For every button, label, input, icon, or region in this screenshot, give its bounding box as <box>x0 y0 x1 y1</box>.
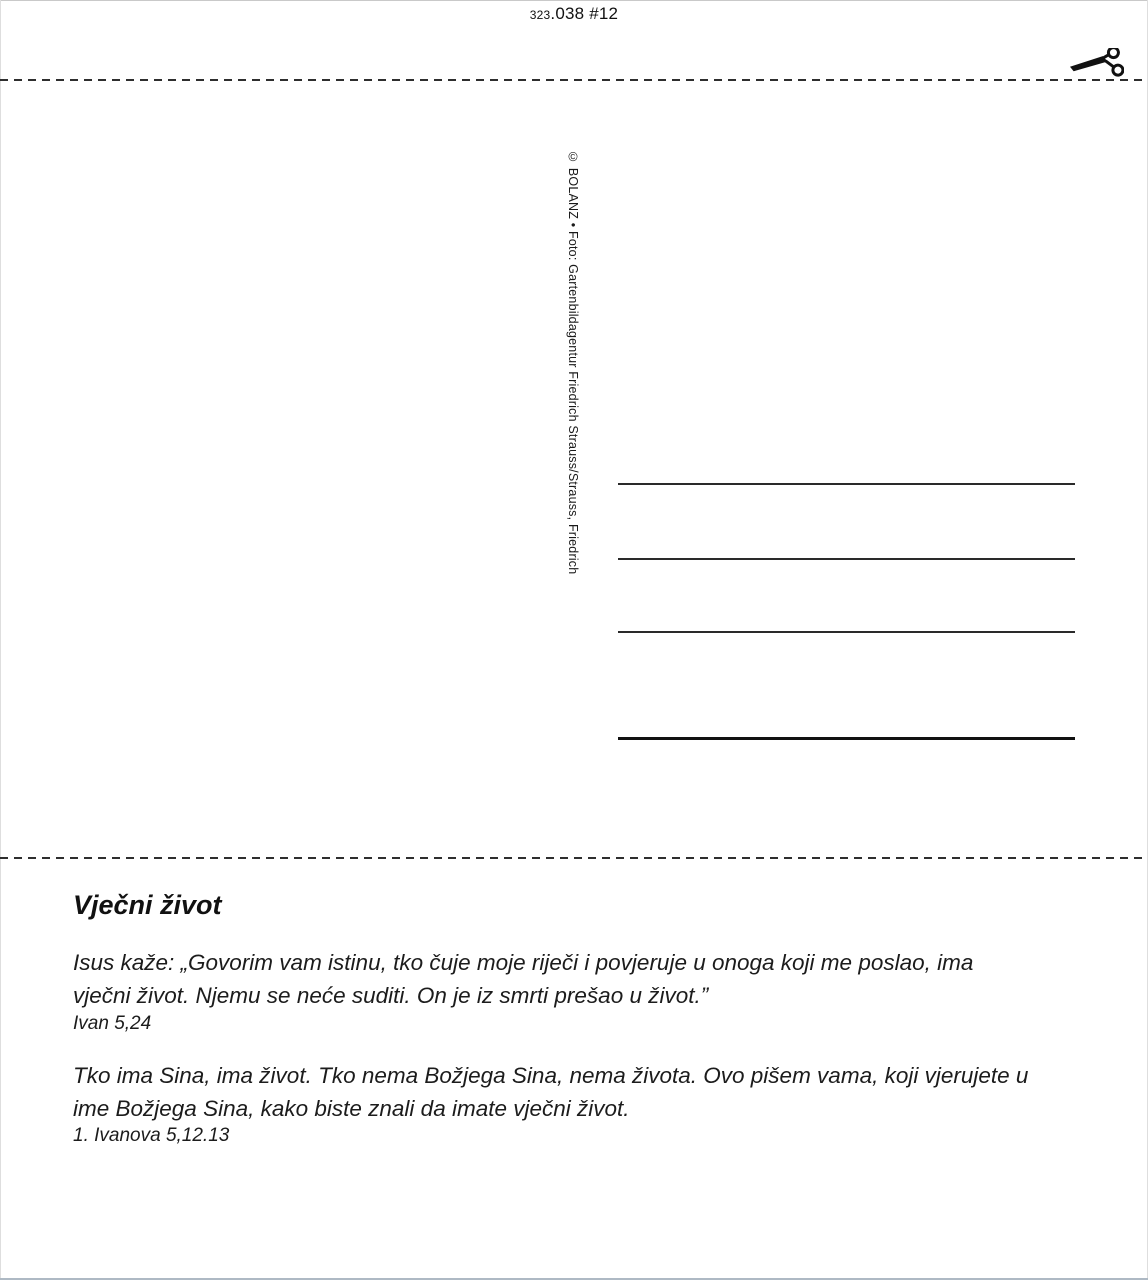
scripture-paragraph-2-line-2: ime Božjega Sina, kako biste znali da imate vječni život. <box>73 1096 630 1121</box>
address-line-4 <box>618 737 1075 740</box>
sheet-left-edge <box>0 0 1 1280</box>
cut-line-top <box>0 79 1148 81</box>
print-code-prefix: 323 <box>529 8 551 22</box>
scissors-icon <box>1070 48 1124 87</box>
address-line-2 <box>618 558 1075 560</box>
photo-credit: © BOLANZ • Foto: Gartenbildagentur Friedrich Strauss/Strauss, Friedrich <box>566 150 580 575</box>
scripture-paragraph-2 <box>73 1059 1028 1125</box>
scripture-reference-2: 1. Ivanova 5,12.13 <box>73 1125 230 1146</box>
scripture-paragraph-1-line-2: vječni život. Njemu se neće suditi. On je iz smrti prešao u život.” <box>73 983 709 1008</box>
address-line-1 <box>618 483 1075 485</box>
scripture-reference-1: Ivan 5,24 <box>73 1013 152 1034</box>
print-code <box>0 4 1148 24</box>
print-code-number: .038 #12 <box>550 4 619 23</box>
sheet-top-edge <box>0 0 1148 1</box>
message-title: Vječni život <box>73 890 222 920</box>
scripture-paragraph-2-line-1: Tko ima Sina, ima život. Tko nema Božjega Sina, nema života. Ovo pišem vama, koji vjerujete u <box>73 1063 1029 1088</box>
cut-line-bottom <box>0 857 1148 859</box>
scripture-paragraph-1 <box>73 946 973 1012</box>
address-line-3 <box>618 631 1075 633</box>
scripture-paragraph-1-line-1: Isus kaže: „Govorim vam istinu, tko čuje moje riječi i povjeruje u onoga koji me poslao, ima <box>73 950 974 975</box>
